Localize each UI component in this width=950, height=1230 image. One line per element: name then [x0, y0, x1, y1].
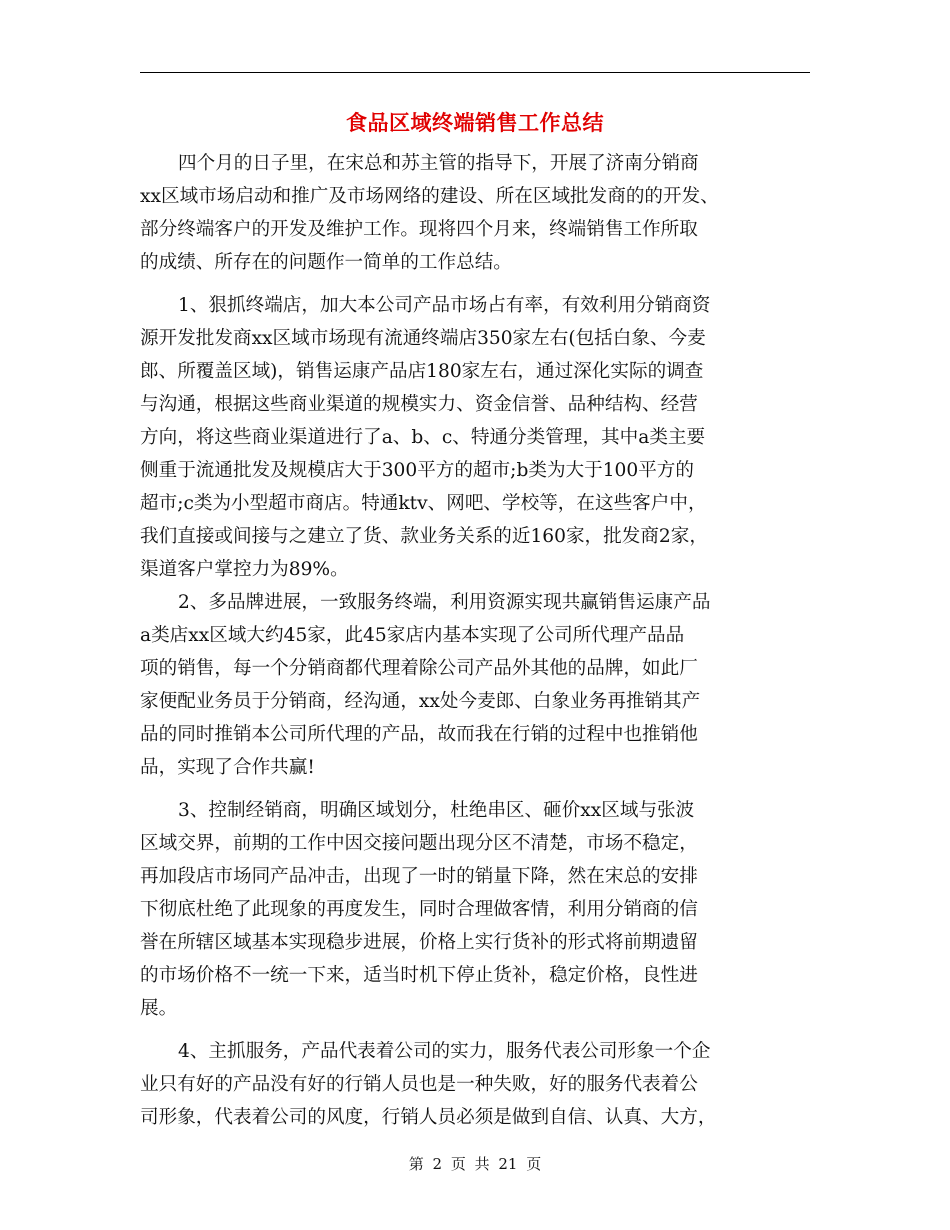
body-line: 展。 — [140, 998, 178, 1019]
body-line: 2、多品牌进展，一致服务终端，利用资源实现共赢销售运康产品 — [178, 592, 711, 613]
body-line: 渠道客户掌控力为89%。 — [140, 559, 349, 580]
body-line: 超市;c类为小型超市商店。特通ktv、网吧、学校等，在这些客户中， — [140, 493, 707, 514]
body-line: 我们直接或间接与之建立了货、款业务关系的近160家，批发商2家， — [140, 526, 708, 547]
body-line: 四个月的日子里，在宋总和苏主管的指导下，开展了济南分销商 — [178, 153, 699, 174]
document-title: 食品区域终端销售工作总结 — [346, 110, 604, 135]
body-line: xx区域市场启动和推广及市场网络的建设、所在区域批发商的的开发、 — [140, 186, 719, 207]
body-line: 家便配业务员于分销商，经沟通，xx处今麦郎、白象业务再推销其产 — [140, 691, 701, 712]
body-line: a类店xx区域大约45家，此45家店内基本实现了公司所代理产品品 — [140, 625, 685, 646]
body-line: 3、控制经销商，明确区域划分，杜绝串区、砸价xx区域与张波 — [178, 800, 695, 821]
body-line: 品，实现了合作共赢! — [140, 757, 315, 778]
body-line: 誉在所辖区域基本实现稳步进展，价格上实行货补的形式将前期遗留 — [140, 932, 698, 953]
body-line: 郎、所覆盖区域)，销售运康产品店180家左右，通过深化实际的调查 — [140, 361, 704, 382]
body-line: 区域交界，前期的工作中因交接问题出现分区不清楚，市场不稳定， — [140, 833, 698, 854]
body-line: 1、狠抓终端店，加大本公司产品市场占有率，有效利用分销商资 — [178, 295, 711, 316]
body-line: 下彻底杜绝了此现象的再度发生，同时合理做客情，利用分销商的信 — [140, 899, 698, 920]
body-line: 的成绩、所存在的问题作一简单的工作总结。 — [140, 252, 512, 273]
body-line: 业只有好的产品没有好的行销人员也是一种失败，好的服务代表着公 — [140, 1074, 698, 1095]
body-line: 方向，将这些商业渠道进行了a、b、c、特通分类管理，其中a类主要 — [140, 427, 706, 448]
body-line: 的市场价格不一统一下来，适当时机下停止货补，稳定价格，良性进 — [140, 965, 698, 986]
page-footer: 第 2 页 共 21 页 — [408, 1155, 542, 1173]
header-rule — [140, 72, 810, 73]
body-line: 与沟通，根据这些商业渠道的规模实力、资金信誉、品种结构、经营 — [140, 394, 698, 415]
body-line: 部分终端客户的开发及维护工作。现将四个月来，终端销售工作所取 — [140, 219, 698, 240]
body-line: 品的同时推销本公司所代理的产品，故而我在行销的过程中也推销他 — [140, 724, 698, 745]
body-line: 再加段店市场同产品冲击，出现了一时的销量下降，然在宋总的安排 — [140, 866, 698, 887]
body-line: 项的销售，每一个分销商都代理着除公司产品外其他的品牌，如此厂 — [140, 658, 698, 679]
body-line: 司形象，代表着公司的风度，行销人员必须是做到自信、认真、大方， — [140, 1107, 717, 1128]
body-line: 侧重于流通批发及规模店大于300平方的超市;b类为大于100平方的 — [140, 460, 694, 481]
body-line: 源开发批发商xx区域市场现有流通终端店350家左右(包括白象、今麦 — [140, 328, 706, 349]
body-line: 4、主抓服务，产品代表着公司的实力，服务代表公司形象一个企 — [178, 1041, 711, 1062]
